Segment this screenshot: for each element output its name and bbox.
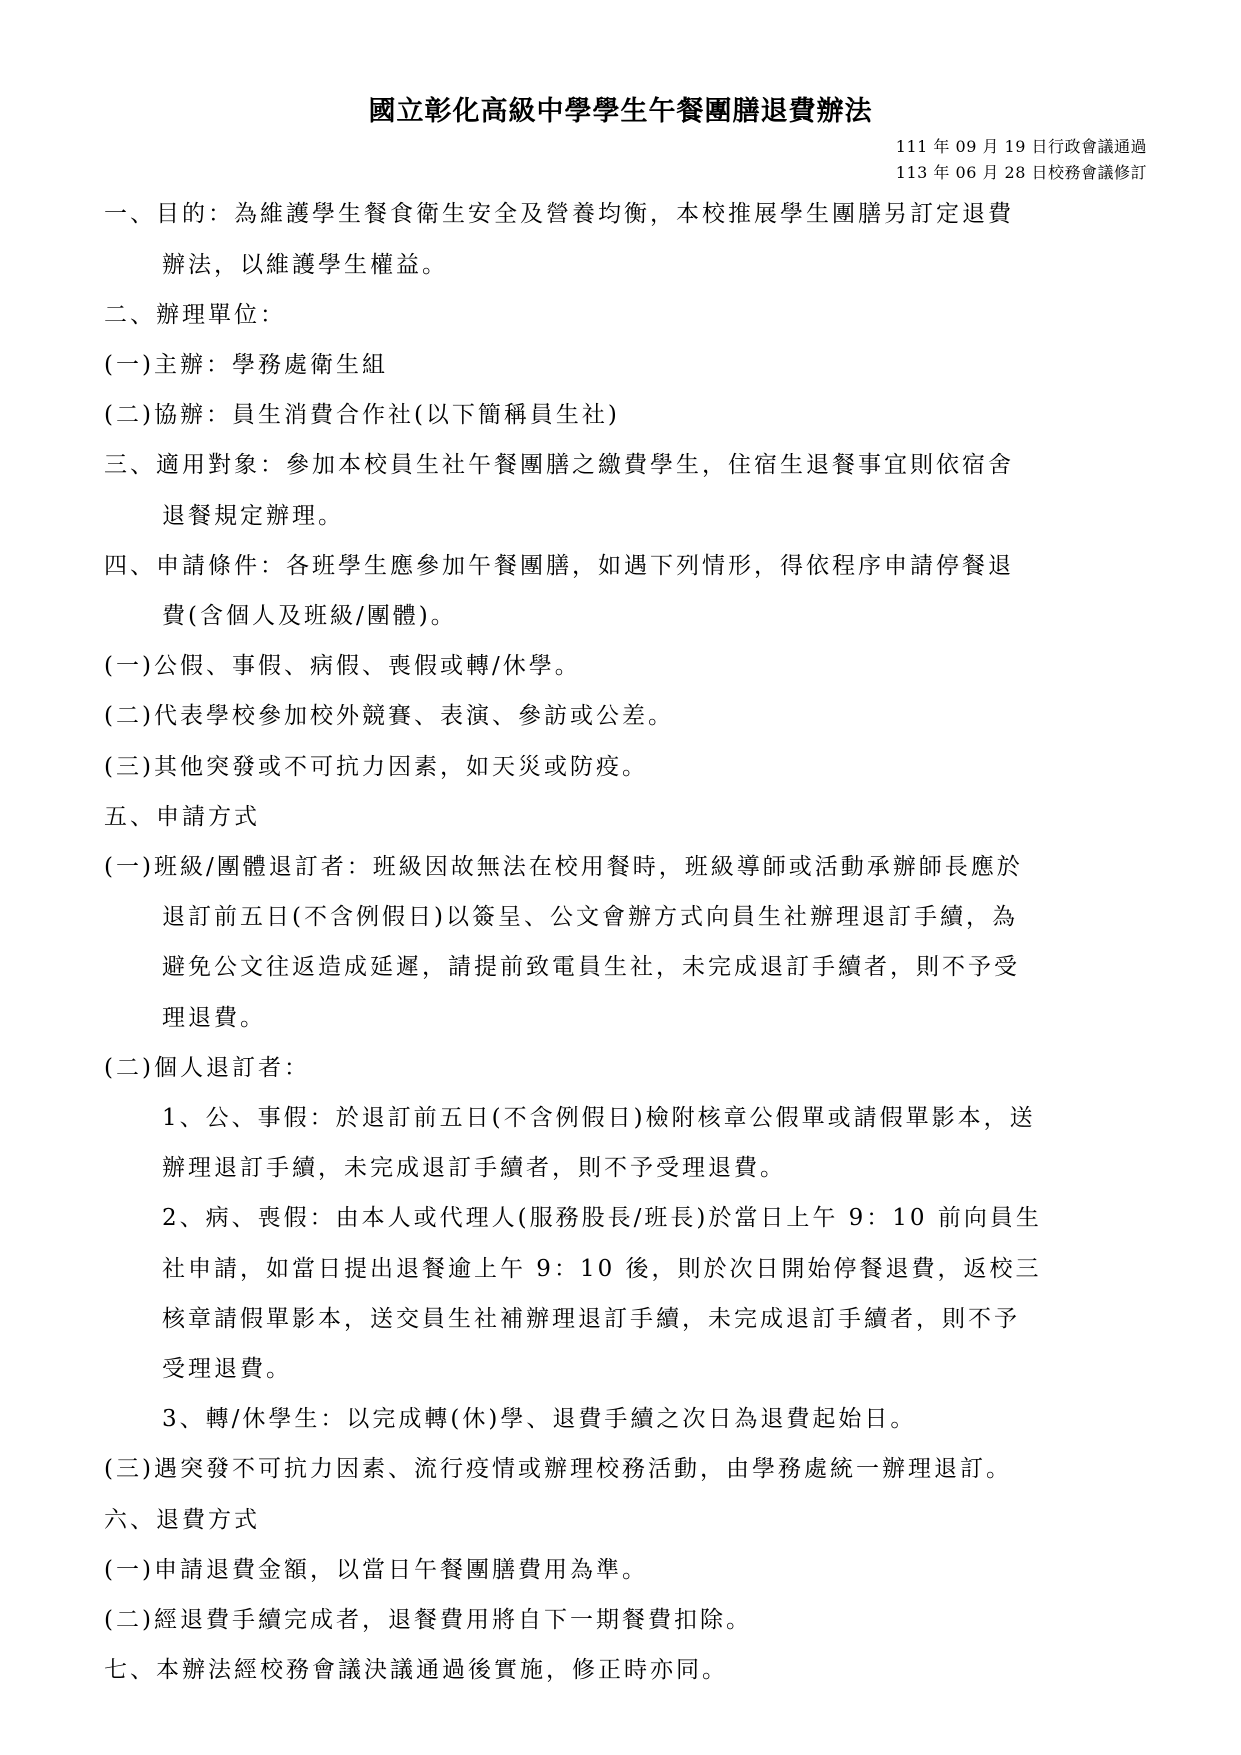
document-title: 國立彰化高級中學學生午餐團膳退費辦法	[368, 96, 873, 127]
section-5-subitem-1-cont: 辦理退訂手續，未完成退訂手續者，則不予受理退費。	[162, 1155, 786, 1181]
section-2-heading: 二、辦理單位：	[104, 302, 286, 328]
section-5-subitem-2-cont-1: 社申請，如當日提出退餐逾上午 9：10 後，則於次日開始停餐退費，返校三	[162, 1256, 1042, 1282]
section-3-continuation: 退餐規定辦理。	[162, 503, 344, 529]
section-5-subitem-2-cont-2: 核章請假單影本，送交員生社補辦理退訂手續，未完成退訂手續者，則不予	[162, 1306, 1020, 1332]
section-3-applicable: 三、適用對象：參加本校員生社午餐團膳之繳費學生，住宿生退餐事宜則依宿舍	[104, 452, 1014, 478]
section-4-item-3: (三)其他突發或不可抗力因素，如天災或防疫。	[104, 754, 648, 780]
section-4-item-2: (二)代表學校參加校外競賽、表演、參訪或公差。	[104, 703, 674, 729]
section-1-continuation: 辦法，以維護學生權益。	[162, 252, 448, 278]
section-5-subitem-3: 3、轉/休學生：以完成轉(休)學、退費手續之次日為退費起始日。	[162, 1406, 917, 1432]
section-2-item-1: (一)主辦：學務處衛生組	[104, 352, 388, 378]
section-5-subitem-2: 2、病、喪假：由本人或代理人(服務股長/班長)於當日上午 9：10 前向員生	[162, 1205, 1042, 1231]
section-5-subitem-1: 1、公、事假：於退訂前五日(不含例假日)檢附核章公假單或請假單影本，送	[162, 1105, 1036, 1131]
section-4-continuation: 費(含個人及班級/團體)。	[162, 603, 457, 629]
section-6-item-2: (二)經退費手續完成者，退餐費用將自下一期餐費扣除。	[104, 1607, 752, 1633]
approval-date-line: 111 年 09 月 19 日行政會議通過	[895, 137, 1147, 156]
approval-dates	[896, 134, 1147, 186]
section-4-item-1: (一)公假、事假、病假、喪假或轉/休學。	[104, 653, 581, 679]
section-5-item-3: (三)遇突發不可抗力因素、流行疫情或辦理校務活動，由學務處統一辦理退訂。	[104, 1456, 1012, 1482]
section-1-purpose: 一、目的：為維護學生餐食衛生安全及營養均衡，本校推展學生團膳另訂定退費	[104, 201, 1014, 227]
section-6-item-1: (一)申請退費金額，以當日午餐團膳費用為準。	[104, 1557, 648, 1583]
section-7-implementation: 七、本辦法經校務會議決議通過後實施，修正時亦同。	[104, 1657, 728, 1683]
section-6-heading: 六、退費方式	[104, 1507, 260, 1533]
section-5-item-1-cont-2: 避免公文往返造成延遲，請提前致電員生社，未完成退訂手續者，則不予受	[162, 954, 1020, 980]
revision-date-line: 113 年 06 月 28 日校務會議修訂	[895, 163, 1147, 182]
section-5-item-2: (二)個人退訂者：	[104, 1055, 310, 1081]
section-5-item-1-cont-3: 理退費。	[162, 1005, 266, 1031]
section-5-heading: 五、申請方式	[104, 804, 260, 830]
section-5-item-1: (一)班級/團體退訂者：班級因故無法在校用餐時，班級導師或活動承辦師長應於	[104, 854, 1023, 880]
section-5-subitem-2-cont-3: 受理退費。	[162, 1356, 292, 1382]
section-4-conditions: 四、申請條件：各班學生應參加午餐團膳，如遇下列情形，得依程序申請停餐退	[104, 553, 1014, 579]
section-5-item-1-cont-1: 退訂前五日(不含例假日)以簽呈、公文會辦方式向員生社辦理退訂手續，為	[162, 904, 1018, 930]
section-2-item-2: (二)協辦：員生消費合作社(以下簡稱員生社)	[104, 402, 620, 428]
